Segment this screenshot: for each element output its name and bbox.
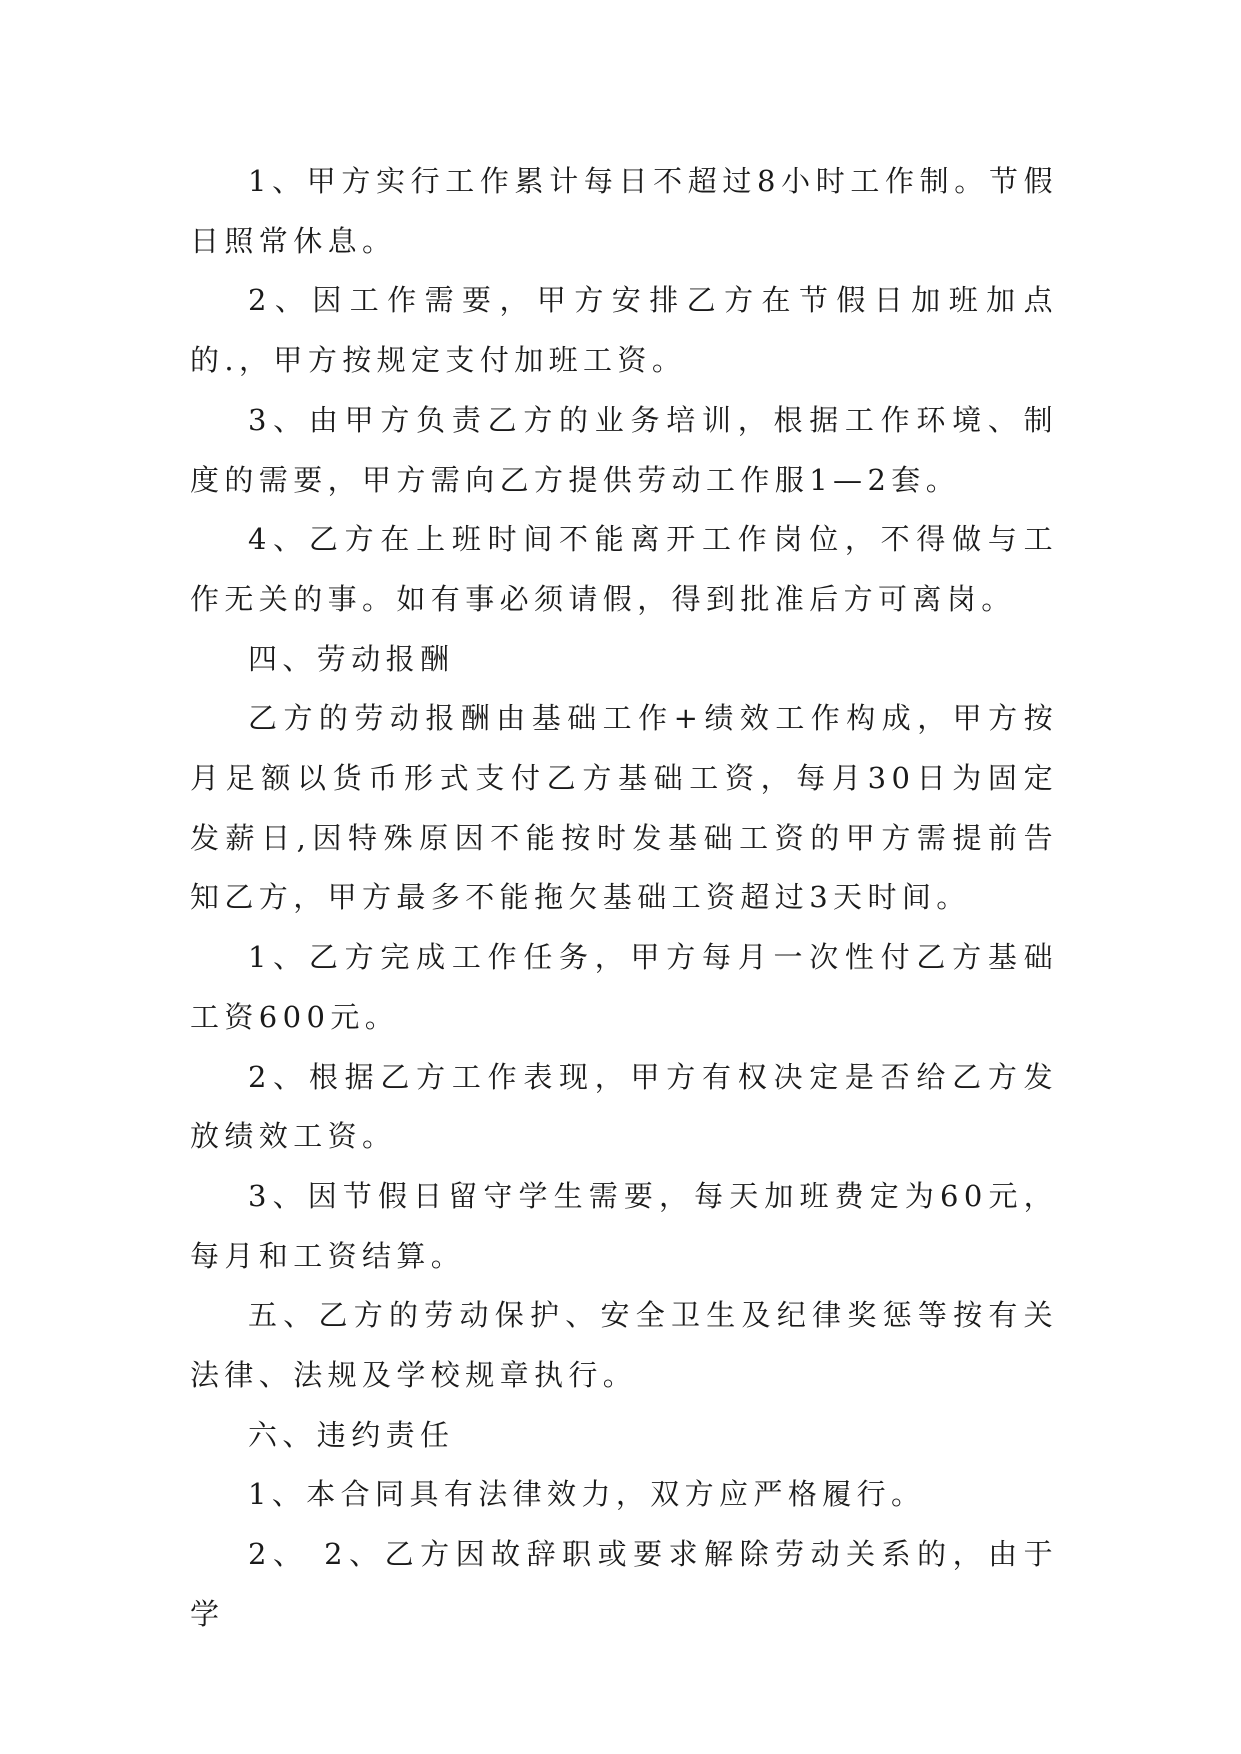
- paragraph-liability-1: 1、本合同具有法律效力，双方应严格履行。: [248, 1477, 926, 1512]
- section-heading-liability: 六、违约责任: [248, 1417, 455, 1452]
- document-body: [190, 152, 1058, 1645]
- paragraph-liability-2: 2、 2、乙方因故辞职或要求解除劳动关系的，由于学: [190, 1537, 1058, 1631]
- section-heading-remuneration: 四、劳动报酬: [248, 641, 455, 676]
- section-heading-protection: 五、乙方的劳动保护、安全卫生及纪律奖惩等按有关法律、法规及学校规章执行。: [190, 1298, 1058, 1393]
- paragraph-remuneration-1: 1、乙方完成工作任务，甲方每月一次性付乙方基础工资600元。: [190, 940, 1058, 1034]
- paragraph-remuneration-3: 3、因节假日留守学生需要，每天加班费定为60元，每月和工资结算。: [190, 1178, 1058, 1273]
- paragraph-clause-3-1: 1、甲方实行工作累计每日不超过8小时工作制。节假日照常休息。: [190, 164, 1058, 258]
- paragraph-clause-3-4: 4、乙方在上班时间不能离开工作岗位，不得做与工作无关的事。如有事必须请假，得到批准后方可离岗。: [190, 522, 1058, 616]
- paragraph-clause-3-3: 3、由甲方负责乙方的业务培训，根据工作环境、制度的需要，甲方需向乙方提供劳动工作服1—2套。: [190, 402, 1058, 497]
- paragraph-clause-3-2: 2、因工作需要，甲方安排乙方在节假日加班加点的.，甲方按规定支付加班工资。: [190, 283, 1058, 378]
- paragraph-remuneration-2: 2、根据乙方工作表现，甲方有权决定是否给乙方发放绩效工资。: [190, 1059, 1058, 1154]
- paragraph-remuneration-intro: 乙方的劳动报酬由基础工作+绩效工作构成，甲方按月足额以货币形式支付乙方基础工资，每月30日为固定发薪日,因特殊原因不能按时发基础工资的甲方需提前告知乙方，甲方最多不能拖欠基础工资超过3天时间。: [190, 701, 1058, 915]
